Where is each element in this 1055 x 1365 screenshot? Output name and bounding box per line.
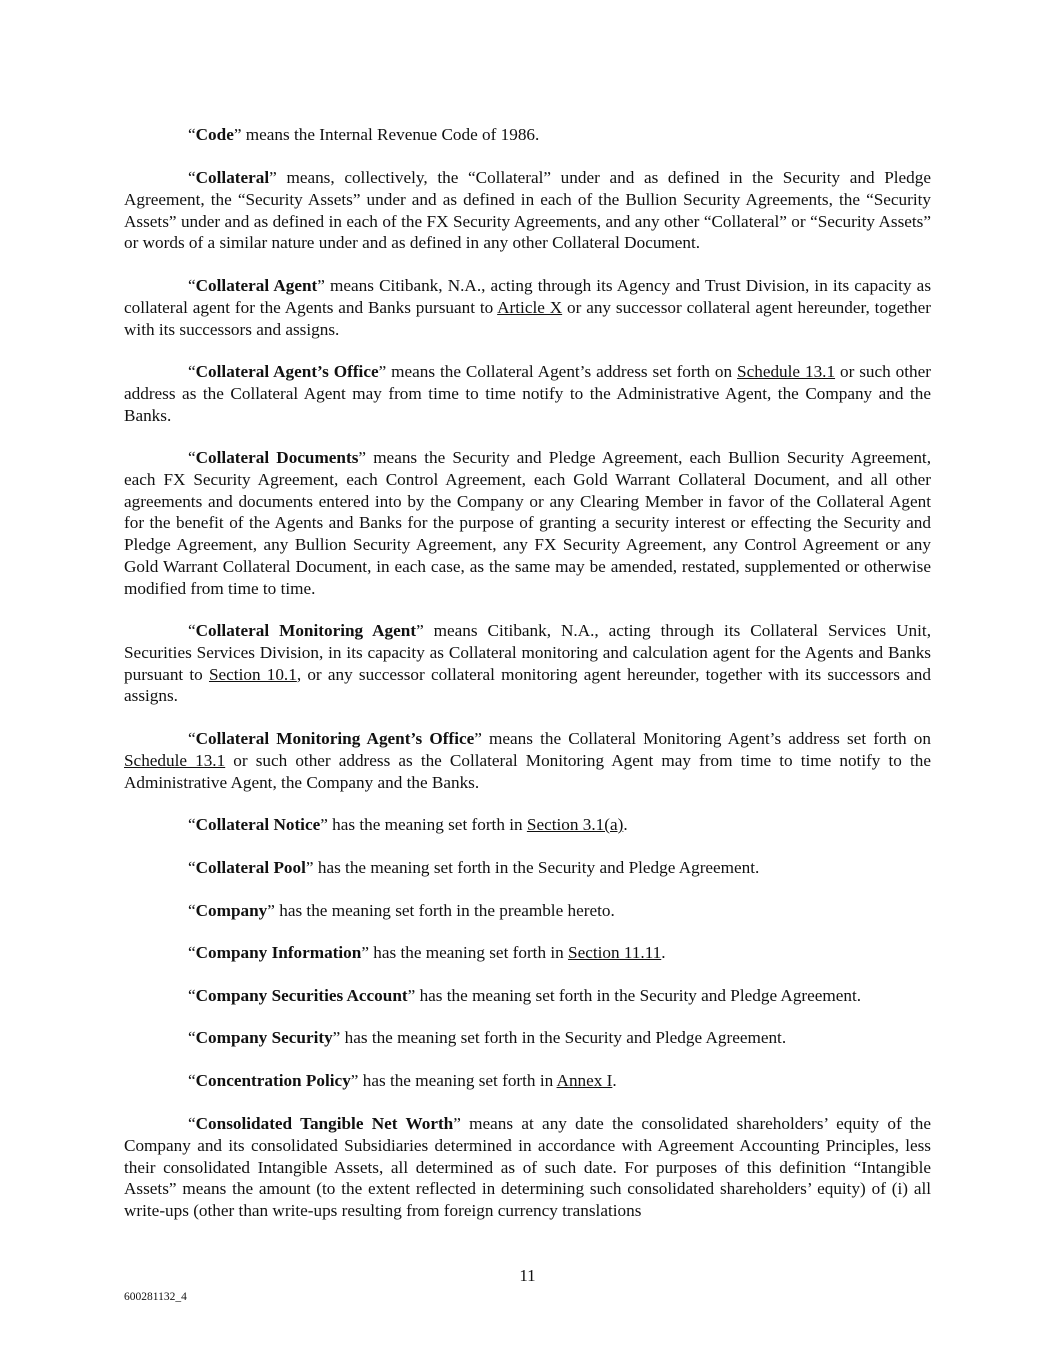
- definition-company-security: “Company Security” has the meaning set forth in the Security and Pledge Agreement.: [188, 1028, 787, 1047]
- document-id: 600281132_4: [124, 1291, 187, 1303]
- definition-collateral-monitoring-agents-office: “Collateral Monitoring Agent’s Office” means the Collateral Monitoring Agent’s address set forth on Schedule 13.1 or such other address as the Collateral Monitoring Agent may from time to time notify to the Administrative Agent, the Company and the Banks.: [124, 729, 931, 792]
- definition-collateral-agent: “Collateral Agent” means Citibank, N.A., acting through its Agency and Trust Division, in its capacity as collateral agent for the Agents and Banks pursuant to Article X or any successor collateral agent hereunder, together with its successors and assigns.: [124, 276, 932, 339]
- definition-collateral-pool: “Collateral Pool” has the meaning set forth in the Security and Pledge Agreement.: [188, 858, 760, 877]
- cross-reference-link[interactable]: Annex I: [556, 1071, 613, 1090]
- defined-term: Collateral Pool: [195, 858, 306, 877]
- defined-term: Collateral Agent: [195, 276, 318, 295]
- defined-term: Company: [195, 901, 268, 920]
- defined-term: Collateral Agent’s Office: [195, 362, 379, 381]
- cross-reference-link[interactable]: Article X: [497, 297, 563, 317]
- defined-term: Collateral Notice: [195, 815, 321, 834]
- definition-collateral-notice: “Collateral Notice” has the meaning set forth in Section 3.1(a).: [188, 815, 628, 834]
- definition-code: “Code” means the Internal Revenue Code of 1986.: [188, 125, 540, 144]
- cross-reference-link[interactable]: Section 10.1: [208, 664, 297, 684]
- cross-reference-link[interactable]: Schedule 13.1: [737, 362, 836, 381]
- definition-company-securities-account: “Company Securities Account” has the meaning set forth in the Security and Pledge Agreement.: [188, 986, 862, 1005]
- definition-concentration-policy: “Concentration Policy” has the meaning set forth in Annex I.: [188, 1071, 617, 1090]
- definition-collateral-documents: “Collateral Documents” means the Security and Pledge Agreement, each Bullion Security Agreement, each FX Security Agreement, each Control Agreement, each Gold Warrant Collateral Document, and all other agreements and documents entered into by the Company or any Clearing Member in favor of the Collateral Agent for the benefit of the Agents and Banks for the purpose of granting a security interest or effecting the Security and Pledge Agreement, any Bullion Security Agreement, any FX Security Agreement, any Control Agreement or any Gold Warrant Collateral Document, in each case, as the same may be amended, restated, supplemented or otherwise modified from time to time.: [124, 448, 931, 598]
- defined-term: Code: [195, 125, 234, 144]
- cross-reference-link[interactable]: Schedule 13.1: [124, 750, 226, 770]
- definition-collateral-agents-office: “Collateral Agent’s Office” means the Collateral Agent’s address set forth on Schedule 13.1 or such other address as the Collateral Agent may from time to time notify to the Administrative Agent, the Company and the Banks.: [124, 362, 931, 425]
- definition-company: “Company” has the meaning set forth in the preamble hereto.: [188, 901, 615, 920]
- defined-term: Company Security: [195, 1028, 333, 1047]
- defined-term: Collateral Documents: [195, 448, 359, 467]
- definition-consolidated-tangible-net-worth: “Consolidated Tangible Net Worth” means at any date the consolidated shareholders’ equity of the Company and its consolidated Subsidiaries determined in accordance with Agreement Accounting Principles, less their consolidated Intangible Assets, all determined as of such date. For purposes of this definition “Intangible Assets” means the amount (to the extent reflected in determining such consolidated shareholders’ equity) of (i) all write-ups (other than write-ups resulting from foreign currency translations: [124, 1114, 931, 1221]
- defined-term: Collateral: [195, 168, 270, 187]
- cross-reference-link[interactable]: Section 11.11: [568, 943, 662, 962]
- defined-term: Company Securities Account: [195, 986, 408, 1005]
- defined-term: Collateral Monitoring Agent’s Office: [195, 729, 475, 748]
- definition-collateral-monitoring-agent: “Collateral Monitoring Agent” means Citibank, N.A., acting through its Collateral Services Unit, Securities Services Division, in its capacity as Collateral monitoring and calculation agent for the Agents and Banks pursuant to Section 10.1, or any successor collateral monitoring agent hereunder, together with its successors and assigns.: [124, 621, 932, 706]
- defined-term: Collateral Monitoring Agent: [195, 621, 417, 640]
- defined-term: Company Information: [195, 943, 362, 962]
- definition-collateral: “Collateral” means, collectively, the “Collateral” under and as defined in the Security and Pledge Agreement, the “Security Assets” under and as defined in each of the Bullion Security Agreements, the “Security Assets” under and as defined in each of the FX Security Agreements, and any other “Collateral” or “Security Assets” or words of a similar nature under and as defined in any other Collateral Document.: [124, 168, 931, 253]
- definition-company-information: “Company Information” has the meaning set forth in Section 11.11.: [188, 943, 666, 962]
- defined-term: Consolidated Tangible Net Worth: [195, 1114, 454, 1133]
- cross-reference-link[interactable]: Section 3.1(a): [526, 815, 624, 834]
- defined-term: Concentration Policy: [195, 1071, 351, 1090]
- page-number: 11: [519, 1266, 536, 1285]
